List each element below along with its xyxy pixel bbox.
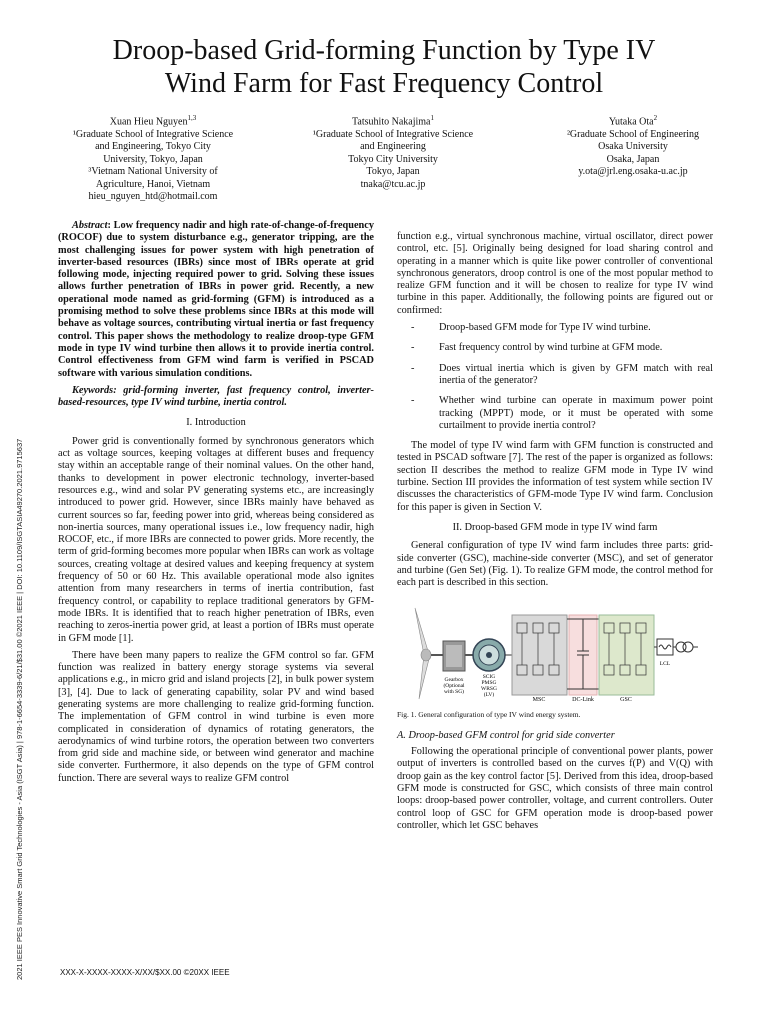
author-3: Yutaka Ota$^2$ ²Graduate School of Engineering Osaka University Osaka, Japan y.ota@jrl.eng.osaka-u.ac.jp bbox=[528, 112, 738, 179]
list-item: - Droop-based GFM mode for Type IV wind turbine. bbox=[411, 322, 651, 334]
author-email[interactable]: tnaka@tcu.ac.jp bbox=[360, 178, 426, 190]
keywords: Keywords: grid-forming inverter, fast frequency control, inverter-based-resources, type IV wind turbine, inertia control. bbox=[58, 384, 374, 409]
author-2: Tatsuhito Nakajima$^1$ ¹Graduate School of Integrative Science and Engineering Tokyo City University Tokyo, Japan tnaka@tcu.ac.jp bbox=[288, 112, 498, 191]
label-gsc: GSC bbox=[620, 697, 632, 704]
label-dclink: DC-Link bbox=[572, 697, 594, 704]
figure-1-caption: Fig. 1. General configuration of type IV wind energy system. bbox=[397, 710, 581, 720]
list-item: - Whether wind turbine can operate in maximum power point tracking (MPPT) mode, or it must be operated with some curtailment to provide inertia control? bbox=[411, 395, 713, 431]
right-column bbox=[397, 231, 713, 837]
label-generator: SCIG bbox=[482, 674, 496, 681]
author-email[interactable]: hieu_nguyen_htd@hotmail.com bbox=[88, 191, 218, 203]
subsection-a-title: A. Droop-based GFM control for grid side converter bbox=[397, 729, 615, 741]
label-msc: MSC bbox=[532, 697, 546, 704]
section-1-title: I. Introduction bbox=[186, 417, 246, 429]
right-paragraph-4: Following the operational principle of conventional power plants, power output of inverters is controlled based on the curves f(P) and V(Q) with droop gain as the key control factor [5]. Derived from this idea, droop-based GFM mode is constructed for GSC, which consists of three main control loops: droop-based power controller, voltage, and current controllers. Outer control loop of GSC for GFM operation mode is droop-based power controller, which let GSC behaves bbox=[397, 746, 713, 831]
right-paragraph-1: function e.g., virtual synchronous machine, virtual oscillator, direct power control, etc. [5]. Originally being designed for load sharing control and operating in a manner which is quite like power controller of conventional synchronous generators, droop control is one of the most popular method to realize GFM function and it will be chosen to realize for type IV wind turbine in this paper. Additionally, the following points are figured out or confirmed: bbox=[397, 231, 713, 316]
right-paragraph-3: General configuration of type IV wind farm includes three parts: grid-side converter (GSC), machine-side converter (MSC), and set of generator and turbine (Gen Set) (Fig. 1). To realize GFM mode, the control method for each part is described in this section. bbox=[397, 540, 713, 589]
svg-text:WRSG: WRSG bbox=[481, 686, 497, 693]
figure-1 bbox=[409, 603, 699, 703]
author-name: Yutaka Ota bbox=[608, 116, 654, 128]
title-line-1: Droop-based Grid-forming Function by Type IV bbox=[112, 35, 656, 66]
author-email[interactable]: y.ota@jrl.eng.osaka-u.ac.jp bbox=[578, 166, 688, 178]
svg-text:PMSG: PMSG bbox=[481, 680, 497, 687]
turbine-blades bbox=[415, 608, 431, 699]
author-name: Xuan Hieu Nguyen bbox=[109, 116, 188, 128]
author-name: Tatsuhito Nakajima bbox=[352, 116, 431, 128]
label-gearbox: Gearbox bbox=[444, 677, 464, 684]
list-item: - Does virtual inertia which is given by GFM match with real inertia of the generator? bbox=[411, 362, 713, 386]
contribution-list bbox=[397, 322, 713, 432]
publication-sidebar: 2021 IEEE PES Innovative Smart Grid Technologies - Asia (ISGT Asia) | 978-1-6654-3339-6/21/$31.00 ©2021 IEEE | DOI: 10.1109/ISGTASIA49270.2021.9715637 bbox=[15, 438, 24, 980]
svg-text:with SG): with SG) bbox=[443, 689, 465, 696]
section-2-title: II. Droop-based GFM mode in type IV wind farm bbox=[452, 521, 658, 533]
author-1: Xuan Hieu Nguyen$^{1,3}$ ¹Graduate School of Integrative Science and Engineering, Tokyo City University, Tokyo, Japan ³Vietnam National University of Agriculture, Hanoi, Vietnam hieu_nguyen_htd@hotmail.com bbox=[48, 112, 258, 204]
abstract-label: Abstract bbox=[72, 220, 108, 231]
intro-paragraph-2: There have been many papers to realize the GFM control so far. GFM function was realized in battery energy storage systems via several applications e.g., in micro grid and island projects [2], in bulk power system [3], [4]. Due to lack of generating capability, solar PV and wind based generating systems are more challenging to realize grid-forming function. The implementation of GFM control in wind turbine is even more complicated in consideration of dynamics of rotating generators, the aerodynamics of wind turbine rotors, the operation between two converters from grid side and machine side, or between wind generator and machine side converter. Furthermore, it also depends on the type of GFM control function. There are several ways to realize GFM control bbox=[58, 649, 374, 784]
generator-icon bbox=[473, 639, 505, 671]
svg-text:(LV): (LV) bbox=[483, 692, 495, 699]
title-line-2: Wind Farm for Fast Frequency Control bbox=[164, 68, 604, 99]
label-lcl: LCL bbox=[659, 661, 671, 668]
paper-title bbox=[0, 34, 768, 100]
list-item: - Fast frequency control by wind turbine at GFM mode. bbox=[411, 342, 663, 354]
svg-text:(Optional: (Optional bbox=[443, 683, 465, 690]
abstract: Abstract: Low frequency nadir and high rate-of-change-of-frequency (ROCOF) due to system disturbance e.g., generator tripping, are the most challenging issues for power system with high penetration of inverter-based resources (IBRs) since most of IBRs operate at grid following mode, injecting required power to grid. Solving these issues allows further penetration of IBRs in power grid. Recently, a new operational mode named as grid-forming (GFM) is introduced as a promising method to solve these problems since IBRs at this mode will behave as voltage sources, contributing virtual inertia or fast frequency control. This paper shows the methodology to realize droop-type GFM mode in type IV wind turbine then allows it to provide inertia control. Control effectiveness from GFM wind farm is verified in PSCAD software with various simulation conditions. bbox=[58, 220, 374, 379]
gearbox-icon bbox=[443, 641, 465, 671]
intro-paragraph-1: Power grid is conventionally formed by synchronous generators which act as voltage sources, keeping voltages at different buses and frequency stay within an acceptable range of their nominal values. On the other hand, thanks to development in power electronic technology, inverter-based resources e.g., wind and solar PV generating systems etc., are increasingly introduced to power grid. However, since IBRs mainly have behaved as current sources so far, feeding power into grid, whereas being considered as non-inertia sources, many operational issues i.e., low frequency nadir, high ROCOF, etc., if more IBRs are connected to power grids. More recently, the term of grid-forming becomes more popular when IBRs can work as voltage sources, creating voltage at desired values and keeping frequency at system frequency of 50 or 60 Hz. This available operational mode also ignites attention from many researchers in terms of inertia contribution, fast frequency control, or capability to replace traditional generators by GFM-mode IBRs. It is identified that to reach higher penetration of IBRs, even reaching to zeros-inertia power grid, at least a portion of IBRs must operate in GFM mode [1]. bbox=[58, 435, 374, 644]
left-column bbox=[58, 220, 374, 790]
copyright-footer: XXX-X-XXXX-XXXX-X/XX/$XX.00 ©20XX IEEE bbox=[60, 968, 230, 977]
right-paragraph-2: The model of type IV wind farm with GFM function is constructed and tested in PSCAD software [7]. The rest of the paper is organized as follows: section II describes the method to realize GFM mode in Type IV wind turbine. Section III provides the information of test system while section IV discusses the characteristics of GFM-mode Type IV wind farm. Conclusion for this paper is given in Section V. bbox=[397, 440, 713, 513]
wind-system-diagram bbox=[409, 603, 699, 703]
